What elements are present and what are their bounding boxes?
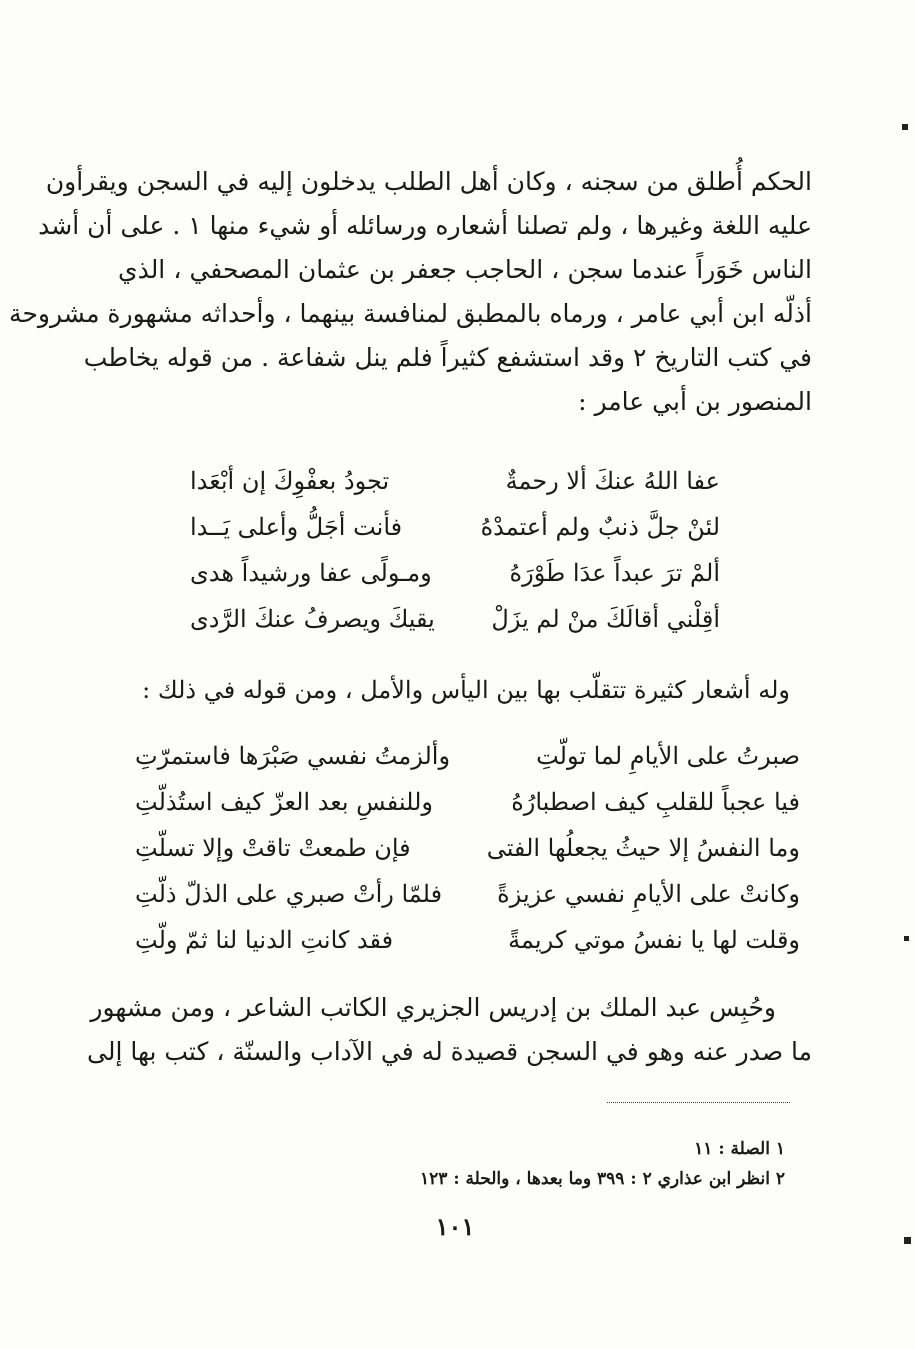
text-line: في كتب التاريخ ٢ وقد استشفع كثيراً فلم ينل شفاعة . من قوله يخاطب bbox=[83, 343, 812, 372]
verse-second-hemistich: وللنفسِ بعد العزّ كيف استُذلّتِ bbox=[135, 788, 434, 816]
verse-first-hemistich: لئنْ جلَّ ذنبٌ ولم أعتمدْهُ bbox=[480, 513, 720, 541]
scan-speck bbox=[904, 1237, 911, 1244]
verse-first-hemistich: صبرتُ على الأيامِ لما تولّتِ bbox=[536, 742, 800, 770]
verse-second-hemistich: فقد كانتِ الدنيا لنا ثمّ ولّتِ bbox=[135, 926, 394, 954]
verse bbox=[135, 779, 800, 825]
verse bbox=[190, 504, 720, 550]
verse-second-hemistich: ومـولًى عفا ورشيداً هدى bbox=[190, 559, 432, 587]
verse-second-hemistich: وألزمتُ نفسي صَبْرَها فاستمرّتِ bbox=[135, 742, 451, 770]
footnote-divider bbox=[607, 1102, 790, 1103]
poem-2-intro: وله أشعار كثيرة تتقلّب بها بين اليأس والأمل ، ومن قوله في ذلك : bbox=[142, 676, 790, 704]
verse-second-hemistich: فلمّا رأتْ صبري على الذلّ ذلّتِ bbox=[135, 880, 443, 908]
verse-first-hemistich: أقِلْني أقالَكَ منْ لم يزَلْ bbox=[491, 605, 720, 633]
verse-second-hemistich: تجودُ بعفْوِكَ إن أبْعَدا bbox=[190, 467, 390, 495]
page-number: ١٠١ bbox=[435, 1212, 475, 1241]
verse-second-hemistich: يقيكَ ويصرفُ عنكَ الرَّدى bbox=[190, 605, 435, 633]
verse-first-hemistich: فيا عجباً للقلبِ كيف اصطبارُهُ bbox=[511, 788, 800, 816]
scan-speck bbox=[904, 936, 909, 941]
text-line: الحكم أُطلق من سجنه ، وكان أهل الطلب يدخلون إليه في السجن ويقرأون bbox=[45, 167, 812, 196]
text-line: ما صدر عنه وهو في السجن قصيدة له في الآداب والسنّة ، كتب بها إلى bbox=[86, 1037, 812, 1066]
verse bbox=[135, 917, 800, 963]
verse bbox=[190, 596, 720, 642]
verse bbox=[190, 550, 720, 596]
verse-first-hemistich: ألمْ ترَ عبداً عدَا طَوْرَهُ bbox=[509, 559, 720, 587]
text-line: وحُبِس عبد الملك بن إدريس الجزيري الكاتب الشاعر ، ومن مشهور bbox=[90, 993, 776, 1022]
verse bbox=[135, 733, 800, 779]
verse bbox=[190, 458, 720, 504]
footnote: ٢ انظر ابن عذاري ٢ : ٣٩٩ وما بعدها ، والحلة : ١٢٣ bbox=[420, 1169, 785, 1189]
text-line: الناس خَوَراً عندما سجن ، الحاجب جعفر بن عثمان المصحفي ، الذي bbox=[118, 255, 812, 284]
verse-first-hemistich: عفا اللهُ عنكَ ألا رحمةٌ bbox=[505, 467, 720, 495]
text-line: المنصور بن أبي عامر : bbox=[578, 387, 812, 416]
verse bbox=[135, 825, 800, 871]
text-line: أذلّه ابن أبي عامر ، ورماه بالمطبق لمنافسة بينهما ، وأحداثه مشهورة مشروحة bbox=[9, 299, 812, 328]
verse-first-hemistich: وقلت لها يا نفسُ موتي كريمةً bbox=[508, 926, 800, 954]
verse bbox=[135, 871, 800, 917]
verse-first-hemistich: وما النفسُ إلا حيثُ يجعلُها الفتى bbox=[486, 834, 800, 862]
verse-second-hemistich: فإن طمعتْ تاقتْ وإلا تسلّتِ bbox=[135, 834, 411, 862]
paragraph-2 bbox=[86, 986, 812, 1074]
poem-1 bbox=[190, 458, 720, 642]
footnotes bbox=[330, 1134, 785, 1194]
scan-speck bbox=[902, 124, 908, 130]
poem-2 bbox=[135, 733, 800, 963]
footnote: ١ الصلة : ١١ bbox=[694, 1139, 785, 1159]
verse-first-hemistich: وكانتْ على الأيامِ نفسي عزيزةً bbox=[497, 880, 800, 908]
verse-second-hemistich: فأنت أجَلُّ وأعلى يَــدا bbox=[190, 513, 403, 541]
paragraph-1 bbox=[9, 160, 812, 424]
text-line: عليه اللغة وغيرها ، ولم تصلنا أشعاره ورسائله أو شيء منها ١ . على أن أشد bbox=[38, 211, 812, 240]
